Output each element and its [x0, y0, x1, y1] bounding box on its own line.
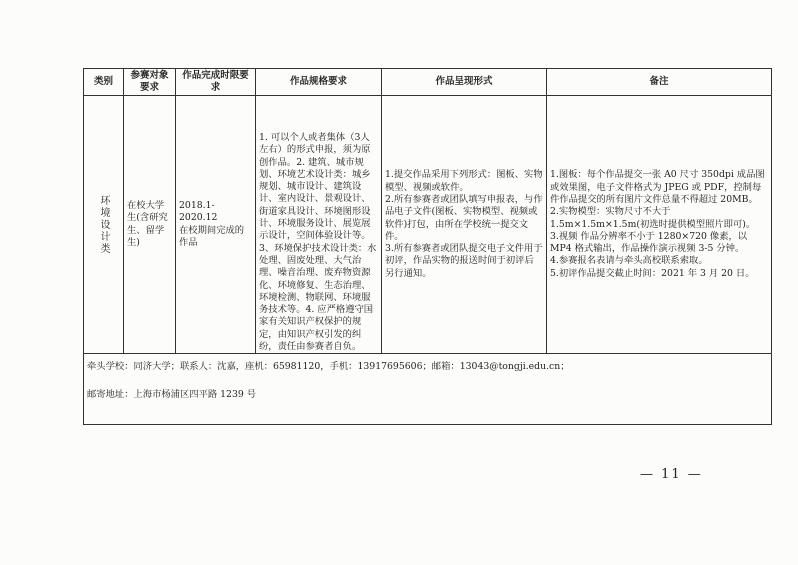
participants-cell: 在校大学生(含研究生、留学生)	[124, 96, 176, 354]
contact-row	[84, 354, 772, 425]
header-participants: 参赛对象要求	[124, 69, 176, 96]
competition-requirements-table	[83, 68, 772, 425]
table-row	[84, 96, 772, 354]
spec-cell: 1. 可以个人或者集体（3人左右）的形式申报，须为原创作品。2. 建筑、城市规划、环境艺术设计类：城乡规划、城市设计、建筑设计、室内设计、景观设计、街道家具设计、环境图形设计、环境服务设计、展览展示设计，空间体验设计等。3、环境保护技术设计类：水处理、固废处理、大气治理、噪音治理、废弃物资源化、环境修复、生态治理、环境检测、物联网、环境服务技术等。4. 应严格遵守国家有关知识产权保护的规定，由知识产权引发的纠纷，责任由参赛者自负。	[256, 96, 382, 354]
header-deadline: 作品完成时限要求	[176, 69, 256, 96]
contact-cell	[84, 354, 772, 425]
header-format: 作品呈现形式	[382, 69, 547, 96]
category-cell	[84, 96, 124, 354]
contact-info: 牵头学校：同济大学；联系人：沈嘉，座机：65981120，手机：13917695606；邮箱：13043@tongji.edu.cn；	[87, 361, 570, 373]
header-category: 类别	[84, 69, 124, 96]
table-header-row	[84, 69, 772, 96]
mailing-address: 邮寄地址：上海市杨浦区四平路 1239 号	[87, 389, 257, 401]
notes-cell: 1.图板：每个作品提交一张 A0 尺寸 350dpi 成品图或效果图，电子文件格式为 JPEG 或 PDF，控制每件作品提交的所有图片文件总量不得超过 20MB。 2.实物模型：实物尺寸不大于 1.5m×1.5m×1.5m(初选时提供模型照片即可)。 3.视频 作品分辨率不小于 1280×720 像素，以 MP4 格式输出，作品操作演示视频 3-5 分钟。 4.参赛报名表请与牵头高校联系索取。 5.初评作品提交截止时间：2021 年 3 月 20 日。	[547, 96, 772, 354]
category-text: 环境设计类	[98, 194, 109, 255]
header-notes: 备注	[547, 69, 772, 96]
format-cell: 1.提交作品采用下列形式：图板、实物模型、视频或软件。 2.所有参赛者或团队填写申报表，与作品电子文件(图板、实物模型、视频或软件)打包，由所在学校统一提交文件。 3.所有参赛者或团队提交电子文件用于初评，作品实物的报送时间于初评后另行通知。	[382, 96, 547, 354]
deadline-cell: 2018.1-2020.12 在校期间完成的作品	[176, 96, 256, 354]
header-spec: 作品规格要求	[256, 69, 382, 96]
page-number: — 11 —	[640, 467, 703, 482]
